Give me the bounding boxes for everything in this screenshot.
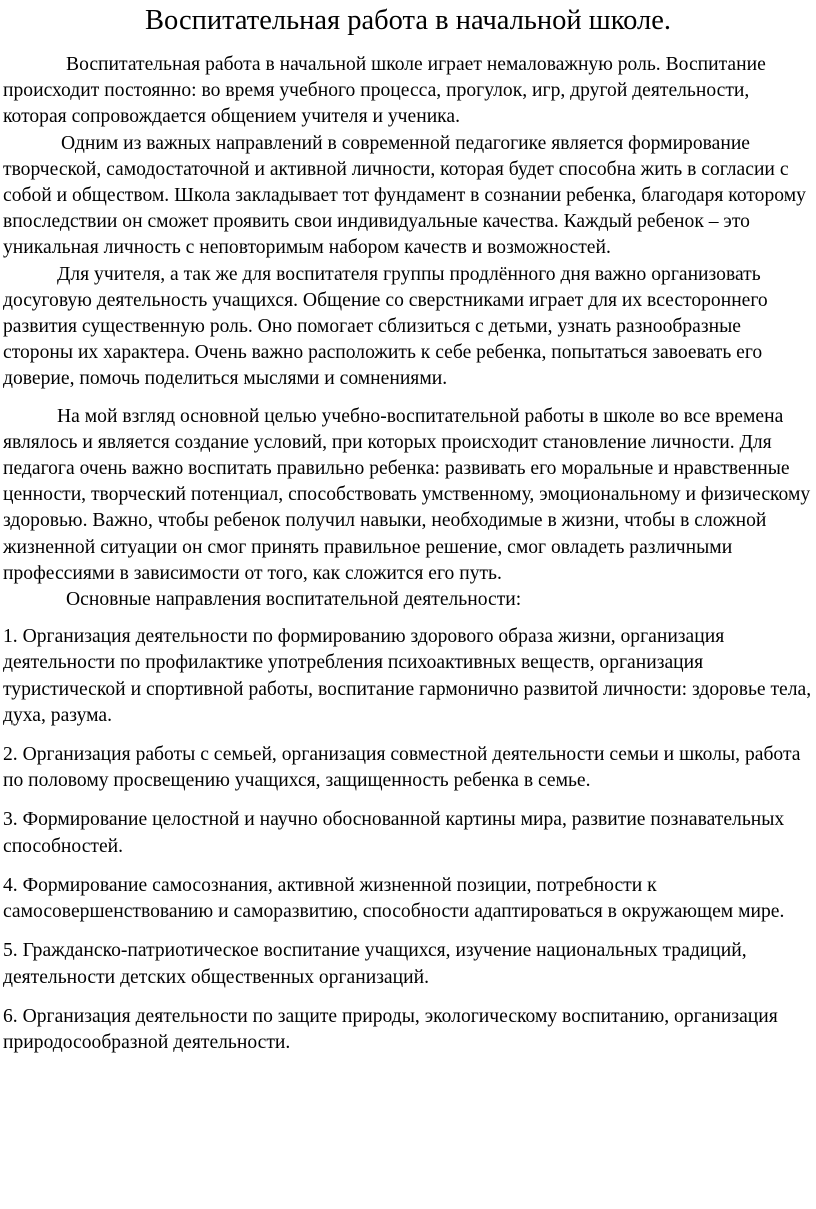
directions-heading: Основные направления воспитательной деятельности: xyxy=(66,589,522,611)
list-item: 6. Организация деятельности по защите природы, экологическому воспитанию, организация природосообразной деятельности. xyxy=(3,1005,778,1053)
paragraph-intro: Воспитательная работа в начальной школе играет немаловажную роль. Воспитание происходит постоянно: во время учебного процесса, прогулок, игр, другой деятельности, которая сопровождается общением учителя и ученика. xyxy=(3,54,766,128)
paragraph-personality: Одним из важных направлений в современной педагогике является формирование творческой, самодостаточной и активной личности, которая будет способна жить в согласии с собой и обществом. Школа закладывает тот фундамент в сознании ребенка, благодаря которому впоследствии он сможет проявить свои индивидуальные качества. Каждый ребенок – это уникальная личность с неповторимым набором качеств и возможностей. xyxy=(3,132,806,259)
page-title: Воспитательная работа в начальной школе. xyxy=(144,5,672,36)
list-item: 1. Организация деятельности по формированию здорового образа жизни, организация деятельности по профилактике употребления психоактивных веществ, организация туристической и спортивной работы, воспитание гармонично развитой личности: здоровье тела, духа, разума. xyxy=(3,626,812,726)
list-item: 2. Организация работы с семьей, организация совместной деятельности семьи и школы, работа по половому просвещению учащихся, защищенность ребенка в семье. xyxy=(3,744,801,792)
paragraph-goal: На мой взгляд основной целью учебно-воспитательной работы в школе во все времена являлось и является создание условий, при которых происходит становление личности. Для педагога очень важно воспитать правильно ребенка: развивать его моральные и нравственные ценности, творческий потенциал, способствовать умственному, эмоциональному и физическому здоровью. Важно, чтобы ребенок получил навыки, необходимые в жизни, чтобы в сложной жизненной ситуации он смог принять правильное решение, смог овладеть различными профессиями в зависимости от того, как сложится его путь. xyxy=(3,405,811,584)
list-item: 3. Формирование целостной и научно обоснованной картины мира, развитие познавательных способностей. xyxy=(3,809,785,857)
paragraph-leisure: Для учителя, а так же для воспитателя группы продлённого дня важно организовать досуговую деятельность учащихся. Общение со сверстниками играет для их всестороннего развития существенную роль. Оно помогает сблизиться с детьми, узнать разнообразные стороны их характера. Очень важно расположить к себе ребенка, попытаться завоевать его доверие, помочь поделиться мыслями и сомнениями. xyxy=(3,263,768,390)
list-item: 4. Формирование самосознания, активной жизненной позиции, потребности к самосовершенствованию и саморазвитию, способности адаптироваться в окружающем мире. xyxy=(3,874,785,923)
list-item: 5. Гражданско-патриотическое воспитание учащихся, изучение национальных традиций, деятельности детских общественных организаций. xyxy=(3,940,747,988)
